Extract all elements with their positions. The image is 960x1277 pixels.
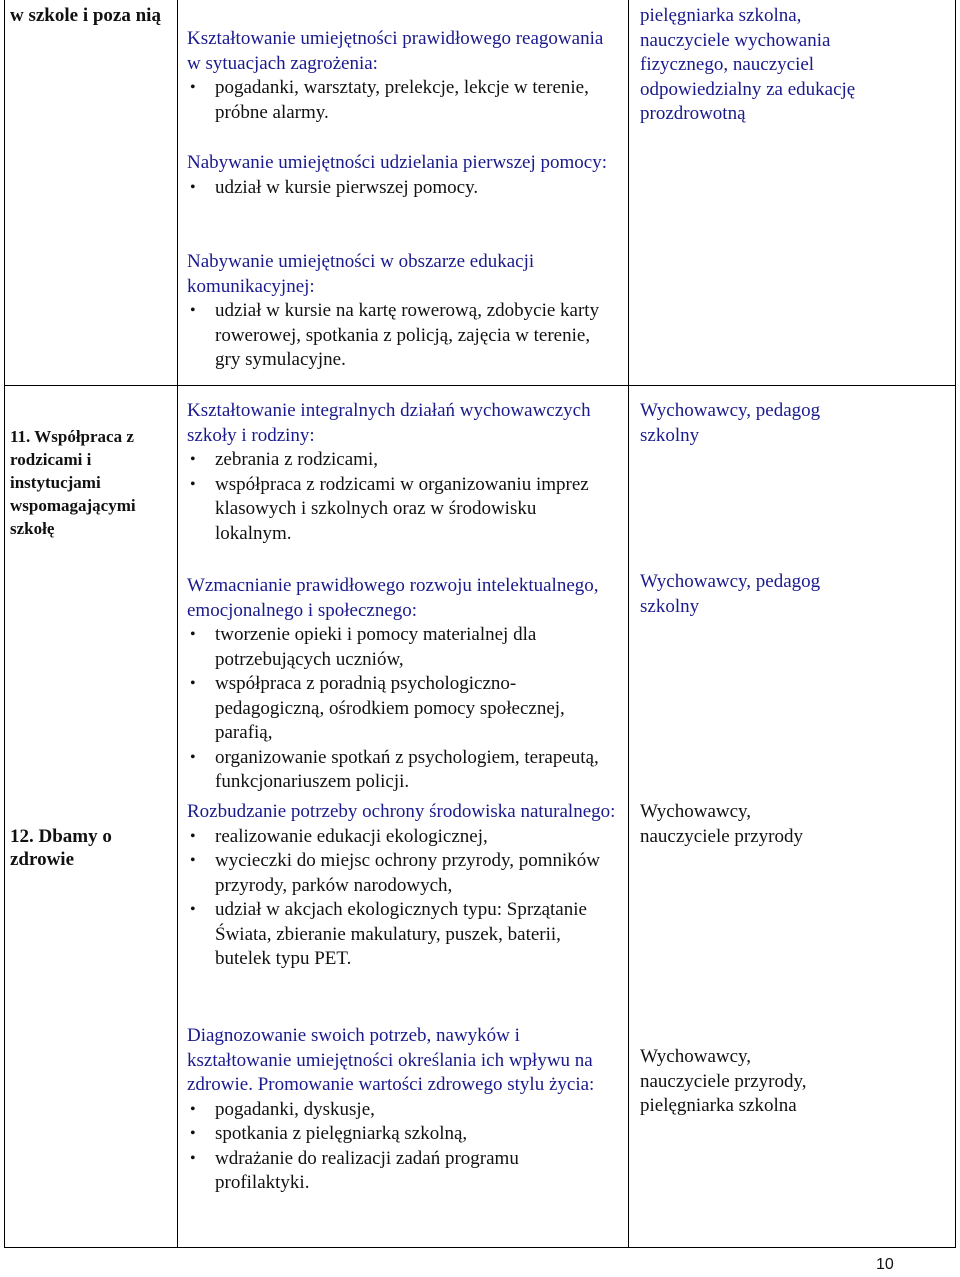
list-item-text: zebrania z rodzicami,: [215, 449, 378, 470]
bullet-icon: •: [190, 178, 196, 196]
list-item-text: udział w kursie na kartę rowerową, zdobycie karty rowerowej, spotkania z policją, zajęcia w terenie, gry symulacyjne.: [215, 300, 600, 370]
list-item: [187, 1098, 617, 1123]
list-item: [187, 825, 617, 850]
list-item-text: wycieczki do miejsc ochrony przyrody, pomników przyrody, parków narodowych,: [215, 850, 601, 896]
task-list: [187, 299, 617, 373]
column-divider-1: [177, 0, 178, 1247]
task-list: [187, 448, 617, 546]
section-title: 11. Współpraca z rodzicami i instytucjami wspomagającymi szkołę: [10, 427, 136, 538]
table-border-right: [955, 0, 956, 1247]
bullet-icon: •: [190, 79, 196, 96]
list-item: [187, 473, 617, 547]
list-item-text: realizowanie edukacji ekologicznej,: [215, 825, 488, 847]
list-item: [187, 746, 617, 795]
list-item-text: współpraca z rodzicami w organizowaniu imprez klasowych i szkolnych oraz w środowisku lokalnym.: [215, 473, 589, 544]
list-item-text: udział w akcjach ekologicznych typu: Sprzątanie Świata, zbieranie makulatury, puszek, baterii, butelek typu PET.: [215, 899, 587, 969]
responsible-persons: pielęgniarka szkolna, nauczyciele wychowania fizycznego, nauczyciel odpowiedzialny za edukację prozdrowotną: [640, 5, 856, 124]
list-item: [187, 176, 617, 201]
task-heading: Nabywanie umiejętności udzielania pierwszej pomocy:: [187, 152, 607, 173]
table-border-bottom: [4, 1247, 956, 1248]
list-item: [187, 299, 617, 373]
bullet-icon: •: [190, 302, 196, 319]
task-heading: Rozbudzanie potrzeby ochrony środowiska naturalnego:: [187, 801, 616, 822]
task-heading: Kształtowanie umiejętności prawidłowego reagowania w sytuacjach zagrożenia:: [187, 28, 604, 74]
list-item-text: wdrażanie do realizacji zadań programu profilaktyki.: [215, 1147, 519, 1193]
bullet-icon: •: [190, 675, 196, 692]
bullet-icon: •: [190, 626, 196, 643]
column-divider-2: [628, 0, 629, 1247]
list-item-text: tworzenie opieki i pomocy materialnej dla potrzebujących uczniów,: [215, 624, 537, 670]
page-number: 10: [876, 1256, 894, 1273]
bullet-icon: •: [190, 475, 196, 493]
task-heading: Wzmacnianie prawidłowego rozwoju intelektualnego, emocjonalnego i społecznego:: [187, 575, 599, 621]
task-block: [187, 250, 617, 373]
list-item-text: spotkania z pielęgniarką szkolną,: [215, 1123, 468, 1144]
task-block: [187, 399, 617, 546]
task-block: [187, 800, 617, 972]
bullet-icon: •: [190, 748, 196, 766]
list-item: [187, 623, 617, 672]
bullet-icon: •: [190, 1100, 196, 1118]
list-item: [187, 849, 617, 898]
bullet-icon: •: [190, 901, 196, 918]
list-item: [187, 1122, 617, 1147]
task-list: [187, 76, 617, 125]
bullet-icon: •: [190, 827, 196, 845]
list-item: [187, 448, 617, 473]
task-list: [187, 1098, 617, 1196]
bullet-icon: •: [190, 1125, 196, 1142]
list-item-text: współpraca z poradnią psychologiczno-pedagogiczną, ośrodkiem pomocy społecznej, parafią,: [215, 673, 565, 743]
list-item: [187, 898, 617, 972]
responsible-persons: Wychowawcy, nauczyciele przyrody: [640, 801, 803, 847]
task-block: [187, 574, 617, 795]
bullet-icon: •: [190, 451, 196, 468]
task-heading: Kształtowanie integralnych działań wychowawczych szkoły i rodziny:: [187, 400, 591, 446]
list-item: [187, 672, 617, 746]
task-heading: Nabywanie umiejętności w obszarze edukacji komunikacyjnej:: [187, 251, 535, 297]
list-item: [187, 1147, 617, 1196]
task-list: [187, 623, 617, 795]
bullet-icon: •: [190, 1149, 196, 1167]
list-item-text: organizowanie spotkań z psychologiem, terapeutą, funkcjonariuszem policji.: [215, 746, 599, 792]
row-divider-1: [4, 385, 956, 386]
responsible-persons: Wychowawcy, nauczyciele przyrody, pielęgniarka szkolna: [640, 1046, 807, 1116]
section-title: 12. Dbamy o zdrowie: [10, 826, 112, 870]
list-item-text: pogadanki, dyskusje,: [215, 1098, 375, 1120]
list-item: [187, 76, 617, 125]
responsible-persons: Wychowawcy, pedagog szkolny: [640, 571, 821, 617]
list-item-text: udział w kursie pierwszej pomocy.: [215, 176, 479, 198]
list-item-text: pogadanki, warsztaty, prelekcje, lekcje w terenie, próbne alarmy.: [215, 77, 589, 123]
task-list: [187, 825, 617, 972]
task-list: [187, 176, 617, 201]
bullet-icon: •: [190, 852, 196, 869]
table-border-left: [4, 0, 5, 1247]
task-block: [187, 27, 617, 125]
task-block: [187, 1024, 617, 1196]
task-heading: Diagnozowanie swoich potrzeb, nawyków i kształtowanie umiejętności określania ich wpływu na zdrowie. Promowanie wartości zdrowego stylu życia:: [187, 1025, 595, 1095]
section-title: w szkole i poza nią: [10, 5, 161, 26]
task-block: [187, 151, 617, 200]
responsible-persons: Wychowawcy, pedagog szkolny: [640, 400, 821, 446]
